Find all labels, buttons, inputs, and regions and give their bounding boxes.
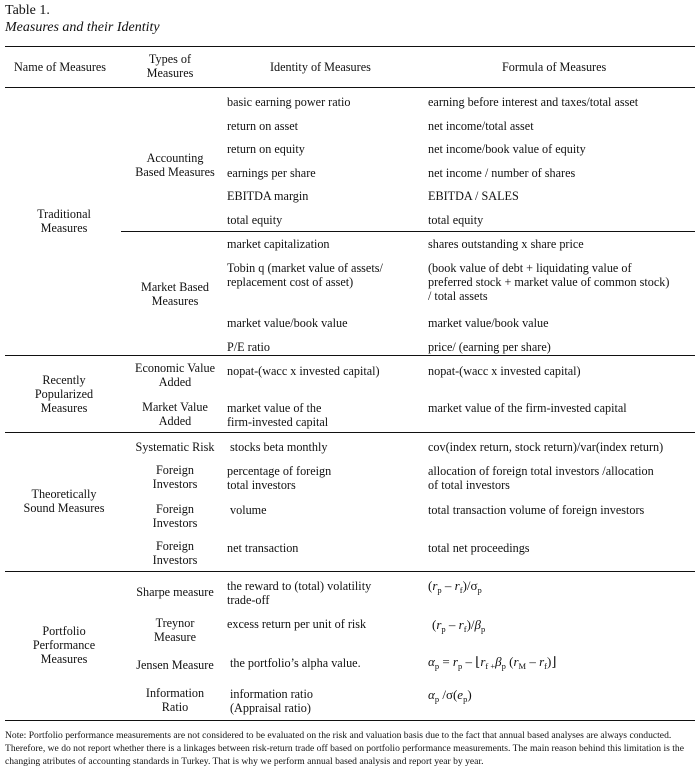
rule-theoretical-start <box>5 432 695 433</box>
table-caption-label: Table 1. <box>5 3 50 18</box>
group-portfolio: Portfolio Performance Measures <box>32 624 96 666</box>
group-theoretical: Theoretically Sound Measures <box>23 487 105 515</box>
formula-mvbv: market value/book value <box>428 316 549 330</box>
formula-eva: nopat-(wacc x invested capital) <box>428 364 581 378</box>
identity-sharpe: the reward to (total) volatility trade-off <box>227 579 372 607</box>
identity-row: basic earning power ratio <box>227 95 351 109</box>
header-types: Types of Measures <box>146 52 194 80</box>
formula-information-ratio: $\alpha_p$ $/\sigma(e_p)$ <box>428 687 472 704</box>
type-treynor: Treynor Measure <box>154 616 196 644</box>
formula-tobin: (book value of debt + liquidating value of preferred stock + market value of common stock) / total assets <box>428 261 670 303</box>
formula-row: net income / number of shares <box>428 166 576 180</box>
type-foreign-investors: Foreign Investors <box>152 502 198 530</box>
type-sharpe: Sharpe measure <box>136 585 214 599</box>
identity-row: earnings per share <box>227 166 316 180</box>
type-market: Market Based Measures <box>140 280 210 308</box>
formula-treynor: $(r_p - r_f)/\beta_p$ <box>432 617 486 634</box>
identity-foreign-net: net transaction <box>227 541 299 555</box>
formula-mva: market value of the firm-invested capital <box>428 401 627 415</box>
rule-portfolio-start <box>5 571 695 572</box>
formula-jensen: $\alpha_p = r_p$ – $⌊r_{f +}\beta_p$ ($r_M$ – $r_f)⌋$ <box>428 654 557 671</box>
identity-information-ratio: information ratio (Appraisal ratio) <box>230 687 313 715</box>
rule-bottom <box>5 720 695 721</box>
identity-row: total equity <box>227 213 283 227</box>
identity-row: return on asset <box>227 119 299 133</box>
type-systematic-risk: Systematic Risk <box>135 440 215 454</box>
identity-eva: nopat-(wacc x invested capital) <box>227 364 380 378</box>
formula-row: EBITDA / SALES <box>428 189 519 203</box>
formula-row: earning before interest and taxes/total asset <box>428 95 639 109</box>
header-identity: Identity of Measures <box>270 60 371 74</box>
formula-sharpe: $(r_p - r_f)/\sigma_p$ <box>428 578 482 595</box>
rule-header <box>5 87 695 88</box>
formula-foreign-percentage: allocation of foreign total investors /allocation of total investors <box>428 464 654 492</box>
identity-pe: P/E ratio <box>227 340 270 354</box>
identity-foreign-volume: volume <box>230 503 267 517</box>
group-recent: Recently Popularized Measures <box>34 373 94 415</box>
identity-systematic-risk: stocks beta monthly <box>230 440 328 454</box>
type-jensen: Jensen Measure <box>136 658 214 672</box>
formula-foreign-net: total net proceedings <box>428 541 530 555</box>
identity-tobin: Tobin q (market value of assets/ replacement cost of asset) <box>227 261 383 289</box>
formula-pe: price/ (earning per share) <box>428 340 551 354</box>
formula-foreign-volume: total transaction volume of foreign investors <box>428 503 645 517</box>
formula-row: net income/book value of equity <box>428 142 586 156</box>
rule-recent-start <box>5 355 695 356</box>
type-eva: Economic Value Added <box>135 361 215 389</box>
rule-top <box>5 46 695 47</box>
formula-systematic-risk: cov(index return, stock return)/var(index return) <box>428 440 664 454</box>
formula-row: total equity <box>428 213 484 227</box>
type-accounting: Accounting Based Measures <box>135 151 215 179</box>
rule-market-start <box>121 231 695 232</box>
identity-mvbv: market value/book value <box>227 316 348 330</box>
formula-row: net income/total asset <box>428 119 534 133</box>
identity-market-cap: market capitalization <box>227 237 330 251</box>
identity-treynor: excess return per unit of risk <box>227 617 367 631</box>
table-note: Note: Portfolio performance measurements are not considered to be evaluated on the risk and valuation basis due to the fact that annual based analyses are always conducted. Therefore, we do not report whether there is a linkages between risk-return trade off based on portfolio performance measurements. The main reason behind this limitation is the changing atributes of accounting standards in Turkey. That is why we perform annual based analysis and report year by year. <box>5 730 684 767</box>
identity-row: return on equity <box>227 142 305 156</box>
header-formula: Formula of Measures <box>502 60 607 74</box>
type-foreign-investors: Foreign Investors <box>152 463 198 491</box>
identity-jensen: the portfolio’s alpha value. <box>230 656 361 670</box>
formula-market-cap: shares outstanding x share price <box>428 237 584 251</box>
identity-mva: market value of the firm-invested capital <box>227 401 329 429</box>
group-traditional: Traditional Measures <box>37 207 91 235</box>
type-information-ratio: Information Ratio <box>145 686 205 714</box>
header-name: Name of Measures <box>14 60 107 74</box>
type-mva: Market Value Added <box>142 400 208 428</box>
identity-foreign-percentage: percentage of foreign total investors <box>227 464 332 492</box>
type-foreign-investors: Foreign Investors <box>152 539 198 567</box>
identity-row: EBITDA margin <box>227 189 309 203</box>
table-caption-title: Measures and their Identity <box>5 20 160 35</box>
